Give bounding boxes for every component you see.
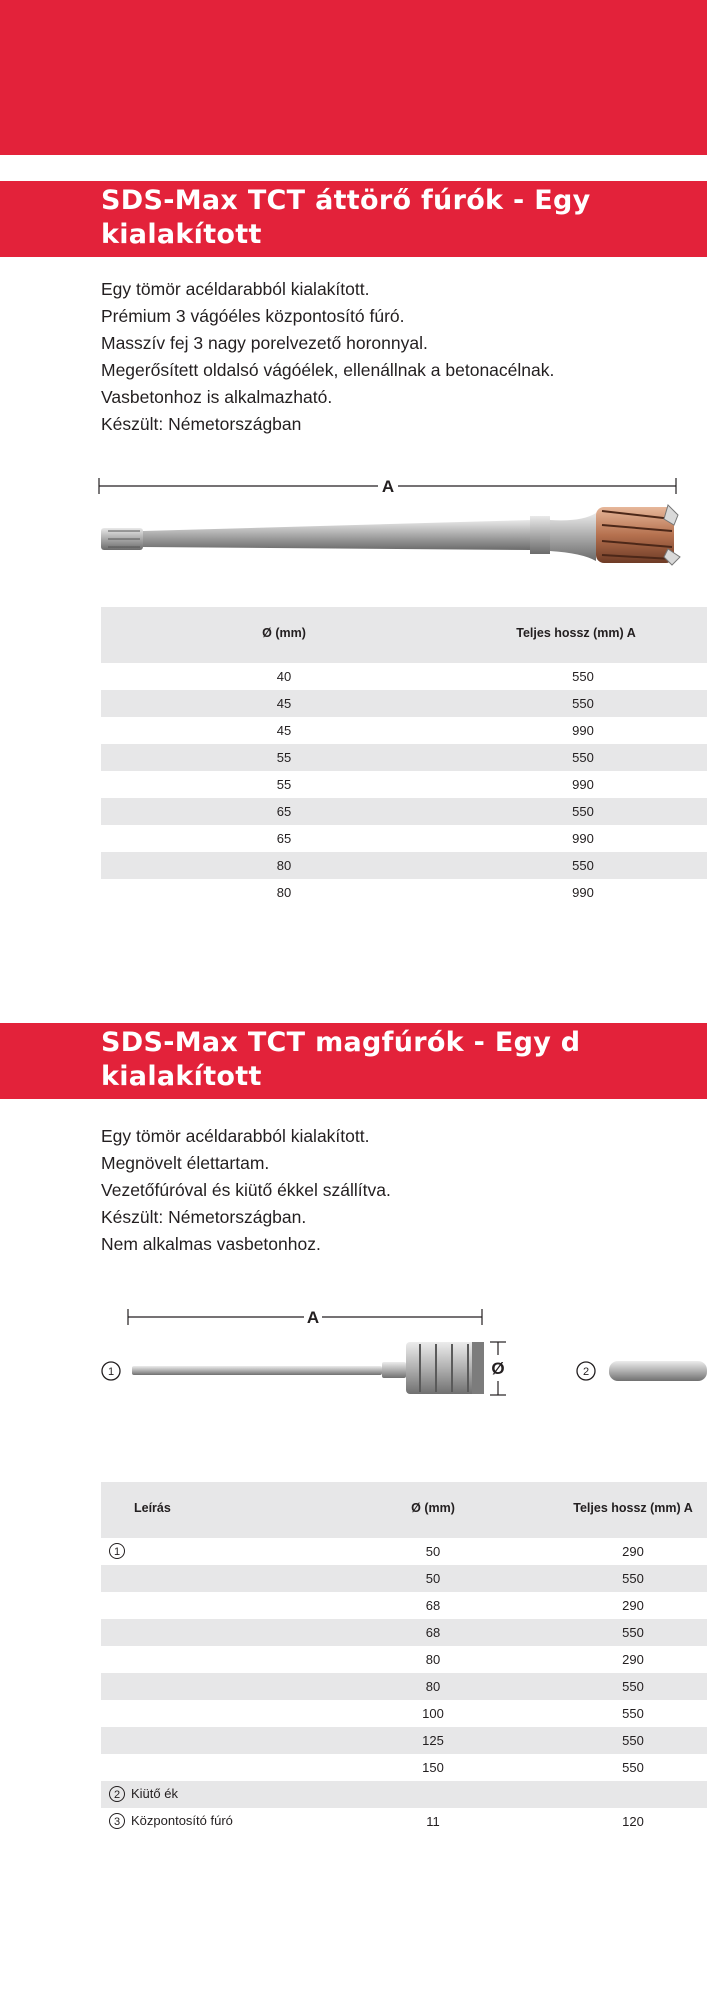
table-row (101, 771, 707, 798)
table-row (101, 1754, 707, 1781)
section2-feature-list (101, 1123, 391, 1258)
table-row (101, 690, 707, 717)
cell-diameter: 80 (276, 885, 292, 900)
marker-1-icon (102, 1362, 120, 1380)
section1-feature: Prémium 3 vágóéles központosító fúró. (101, 306, 405, 326)
cell-diameter: 11 (426, 1814, 440, 1829)
cell-length: 290 (622, 1544, 644, 1559)
section2-feature: Készült: Németországban. (101, 1207, 307, 1227)
section1-feature: Készült: Németországban (101, 414, 302, 434)
section2-feature: Nem alkalmas vasbetonhoz. (101, 1234, 321, 1254)
table-row (101, 1592, 707, 1619)
header-total-length: Teljes hossz (mm) A (516, 626, 636, 640)
cell-length: 550 (622, 1706, 644, 1721)
cell-length: 290 (622, 1652, 644, 1667)
cell-length: 550 (572, 804, 594, 819)
section1-spec-table (101, 607, 707, 906)
table-row (101, 798, 707, 825)
cell-length: 550 (622, 1733, 644, 1748)
section2-dim-d-label: Ø (491, 1359, 505, 1378)
section1-title-band (0, 181, 707, 257)
cell-diameter: 68 (425, 1598, 441, 1613)
cell-description (109, 1785, 178, 1802)
table-row (101, 1646, 707, 1673)
cell-description (109, 1812, 233, 1829)
marker-number-icon: 2 (109, 1786, 125, 1802)
header-description: Leírás (134, 1501, 171, 1515)
cell-diameter: 125 (422, 1733, 444, 1748)
section2-title-line2: kialakított (101, 1061, 262, 1092)
section1-title-line1: SDS-Max TCT áttörő fúrók - Egy (101, 185, 591, 216)
header-diameter: Ø (mm) (262, 626, 306, 640)
cell-length: 550 (572, 858, 594, 873)
table-row (101, 1700, 707, 1727)
section2-title-band (0, 1023, 707, 1099)
section1-feature: Vasbetonhoz is alkalmazható. (101, 387, 333, 407)
table-row (101, 1673, 707, 1700)
table-row (101, 879, 707, 906)
section1-feature-list (101, 276, 554, 438)
section2-wedge-image (609, 1361, 707, 1381)
cell-diameter: 55 (276, 750, 292, 765)
section2-title-line1: SDS-Max TCT magfúrók - Egy d (101, 1027, 581, 1058)
cell-description (109, 1542, 125, 1559)
section2-core-bit-image (132, 1342, 484, 1394)
table-row (101, 825, 707, 852)
cell-diameter: 65 (276, 804, 292, 819)
cell-diameter: 150 (422, 1760, 444, 1775)
cell-diameter: 45 (276, 696, 292, 711)
cell-length: 290 (622, 1598, 644, 1613)
cell-length: 550 (572, 669, 594, 684)
cell-diameter: 50 (425, 1571, 441, 1586)
section2-dimension-line-a (128, 1309, 482, 1325)
cell-diameter: 100 (422, 1706, 444, 1721)
header-total-length: Teljes hossz (mm) A (573, 1501, 693, 1515)
header-diameter: Ø (mm) (411, 1501, 455, 1515)
section1-drill-bit-image (101, 505, 680, 565)
marker-number-icon: 3 (109, 1813, 125, 1829)
section2-table-header (101, 1482, 707, 1538)
table-row (101, 744, 707, 771)
section2-feature: Egy tömör acéldarabból kialakított. (101, 1126, 370, 1146)
table-row (101, 717, 707, 744)
marker-number-icon: 1 (109, 1543, 125, 1559)
table-row (101, 1808, 707, 1835)
section1-table-header (101, 607, 707, 663)
cell-length: 550 (622, 1571, 644, 1586)
section2-core-bit-diagram (0, 1295, 707, 1405)
cell-diameter: 45 (276, 723, 292, 738)
cell-length: 990 (572, 777, 594, 792)
cell-length: 990 (572, 723, 594, 738)
table-row (101, 663, 707, 690)
cell-length: 120 (622, 1814, 644, 1829)
cell-length: 550 (622, 1625, 644, 1640)
section1-drill-diagram (0, 465, 707, 585)
table-row (101, 1727, 707, 1754)
section1-title-line2: kialakított (101, 219, 262, 250)
cell-length: 550 (572, 696, 594, 711)
cell-diameter: 40 (276, 669, 292, 684)
cell-diameter: 65 (276, 831, 292, 846)
cell-diameter: 80 (425, 1652, 441, 1667)
table-row (101, 1619, 707, 1646)
marker-2-icon (577, 1362, 595, 1380)
section1-feature: Egy tömör acéldarabból kialakított. (101, 279, 370, 299)
table-row (101, 1781, 707, 1808)
section2-feature: Megnövelt élettartam. (101, 1153, 270, 1173)
table-row (101, 1565, 707, 1592)
marker-1-number: 1 (107, 1366, 115, 1378)
cell-diameter: 80 (276, 858, 292, 873)
cell-length: 550 (572, 750, 594, 765)
section1-feature: Masszív fej 3 nagy porelvezető horonnyal. (101, 333, 428, 353)
section1-feature: Megerősített oldalsó vágóélek, ellenállnak a betonacélnak. (101, 360, 555, 380)
cell-length: 550 (622, 1760, 644, 1775)
description-text: Kiütő ék (131, 1786, 178, 1802)
cell-length: 990 (572, 885, 594, 900)
table-row (101, 852, 707, 879)
table-row (101, 1538, 707, 1565)
cell-diameter: 50 (425, 1544, 441, 1559)
cell-length: 550 (622, 1679, 644, 1694)
section2-spec-table (101, 1482, 707, 1835)
cell-diameter: 80 (425, 1679, 441, 1694)
section2-feature: Vezetőfúróval és kiütő ékkel szállítva. (101, 1180, 391, 1200)
section1-dim-a-label: A (381, 477, 395, 496)
marker-2-number: 2 (582, 1366, 590, 1378)
cell-diameter: 68 (425, 1625, 441, 1640)
section2-dim-a-label: A (306, 1308, 320, 1327)
description-text: Központosító fúró (131, 1813, 233, 1829)
cell-length: 990 (572, 831, 594, 846)
top-header-band (0, 0, 707, 155)
cell-diameter: 55 (276, 777, 292, 792)
